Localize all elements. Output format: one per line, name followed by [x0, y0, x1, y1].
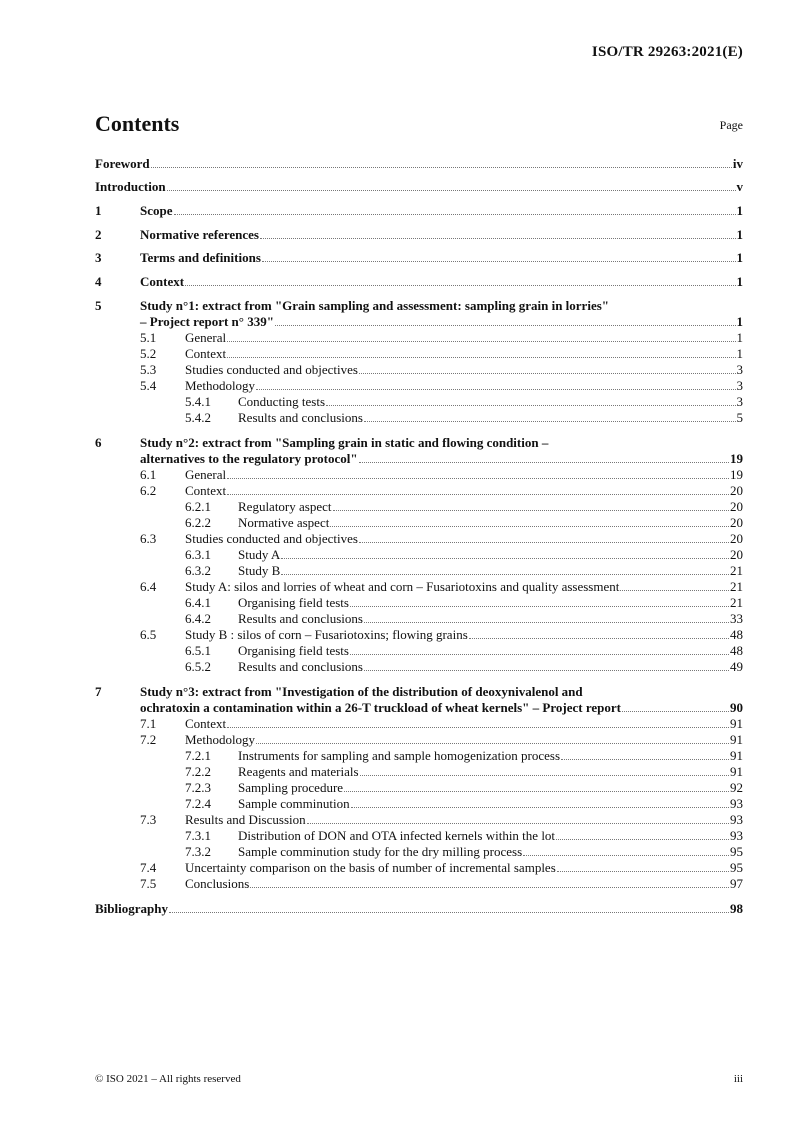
- toc-entry-title: Study A: silos and lorries of wheat and corn – Fusariotoxins and quality assessment: [185, 579, 620, 594]
- toc-entry[interactable]: [95, 627, 743, 643]
- toc-entry-page: 90: [730, 700, 743, 715]
- toc-entry-page: 95: [730, 860, 743, 875]
- toc-entry-page: 48: [730, 627, 743, 642]
- toc-entry-page: 93: [730, 812, 743, 827]
- toc-entry-page: 95: [730, 844, 743, 859]
- toc-entry-number: 7: [95, 684, 102, 699]
- dot-leader: [556, 839, 729, 840]
- dot-leader: [620, 590, 729, 591]
- toc-entry-number: 5.1: [140, 330, 157, 345]
- toc-entry-page: v: [736, 179, 743, 194]
- toc-entry-page: 19: [730, 451, 743, 466]
- toc-entry-number: 6.3: [140, 531, 157, 546]
- toc-entry-number: 7.2.2: [185, 764, 211, 779]
- toc-entry-title: Terms and definitions: [140, 250, 261, 265]
- dot-leader: [227, 357, 735, 358]
- footer-copyright: © ISO 2021 – All rights reserved: [95, 1073, 241, 1085]
- toc-entry-number: 2: [95, 227, 102, 242]
- toc-entry-title: Study A: [238, 547, 281, 562]
- toc-entry-page: 20: [730, 499, 743, 514]
- toc-entry-title: Methodology: [185, 378, 256, 393]
- dot-leader: [169, 912, 729, 913]
- toc-entry-title: Study n°3: extract from "Investigation of the distribution of deoxynivalenol and: [140, 684, 583, 699]
- dot-leader: [622, 711, 729, 712]
- toc-entry[interactable]: [95, 330, 743, 346]
- toc-entry-title: Study n°2: extract from "Sampling grain in static and flowing condition –: [140, 435, 549, 450]
- toc-entry-title: ochratoxin a contamination within a 26-T truckload of wheat kernels" – Project report: [140, 700, 621, 715]
- toc-entry-page: 91: [730, 716, 743, 731]
- dot-leader: [359, 462, 729, 463]
- toc-entry-title: Reagents and materials: [238, 764, 359, 779]
- toc-entry-title: Sampling procedure: [238, 780, 344, 795]
- toc-entry-title: Context: [185, 483, 227, 498]
- toc-entry[interactable]: [95, 844, 743, 860]
- dot-leader: [359, 373, 736, 374]
- toc-entry-page: 1: [736, 274, 743, 289]
- toc-entry-page: iv: [732, 156, 743, 171]
- toc-entry-number: 7.3: [140, 812, 157, 827]
- dot-leader: [227, 727, 729, 728]
- toc-entry-page: 20: [730, 547, 743, 562]
- toc-entry-number: 7.5: [140, 876, 157, 891]
- dot-leader: [227, 478, 729, 479]
- toc-entry-title: Results and conclusions: [238, 410, 363, 425]
- dot-leader: [227, 341, 735, 342]
- toc-entry-number: 6.2.2: [185, 515, 211, 530]
- toc-entry-page: 21: [730, 595, 743, 610]
- dot-leader: [326, 405, 735, 406]
- page-column-label: Page: [719, 118, 743, 132]
- toc-entry[interactable]: [95, 274, 743, 290]
- toc-entry[interactable]: [95, 515, 743, 531]
- toc-entry-title: Context: [140, 274, 185, 289]
- toc-entry-page: 97: [730, 876, 743, 891]
- toc-entry-number: 6.3.2: [185, 563, 211, 578]
- toc-entry[interactable]: [95, 179, 743, 195]
- document-id: ISO/TR 29263:2021(E): [591, 44, 743, 60]
- toc-entry[interactable]: [95, 563, 743, 579]
- toc-entry-number: 3: [95, 250, 102, 265]
- toc-entry[interactable]: [95, 812, 743, 828]
- toc-entry-page: 91: [730, 764, 743, 779]
- toc-entry-page: 98: [730, 901, 743, 916]
- toc-entry[interactable]: [95, 156, 743, 172]
- toc-entry-title: Normative references: [140, 227, 259, 242]
- toc-entry[interactable]: [95, 410, 743, 426]
- toc-entry-page: 21: [730, 563, 743, 578]
- toc-entry-page: 21: [730, 579, 743, 594]
- dot-leader: [333, 510, 730, 511]
- toc-entry-page: 33: [730, 611, 743, 626]
- toc-entry-number: 7.2.1: [185, 748, 211, 763]
- toc-entry[interactable]: [95, 531, 743, 547]
- dot-leader: [256, 389, 735, 390]
- toc-entry[interactable]: [95, 499, 743, 515]
- toc-entry[interactable]: [95, 876, 743, 892]
- toc-entry-page: 20: [730, 515, 743, 530]
- dot-leader: [275, 325, 736, 326]
- toc-entry-title: Studies conducted and objectives: [185, 531, 358, 546]
- toc-entry-number: 4: [95, 274, 102, 289]
- toc-entry-page: 92: [730, 780, 743, 795]
- toc-entry-number: 7.2: [140, 732, 157, 747]
- toc-entry-page: 1: [736, 227, 743, 242]
- toc-entry-page: 93: [730, 796, 743, 811]
- dot-leader: [151, 167, 732, 168]
- toc-entry-number: 5.2: [140, 346, 157, 361]
- dot-leader: [227, 494, 729, 495]
- toc-entry[interactable]: [95, 764, 743, 780]
- toc-entry-number: 6: [95, 435, 102, 450]
- dot-leader: [469, 638, 729, 639]
- dot-leader: [359, 542, 729, 543]
- toc-entry[interactable]: [95, 483, 743, 499]
- toc-entry-title: Instruments for sampling and sample homogenization process: [238, 748, 561, 763]
- toc-entry-number: 6.3.1: [185, 547, 211, 562]
- toc-entry[interactable]: [95, 203, 743, 219]
- toc-entry-number: 7.2.3: [185, 780, 211, 795]
- dot-leader: [260, 238, 736, 239]
- toc-entry[interactable]: [95, 435, 743, 451]
- toc-entry[interactable]: [95, 716, 743, 732]
- dot-leader: [561, 759, 729, 760]
- toc-entry[interactable]: [95, 780, 743, 796]
- toc-entry-title: Results and conclusions: [238, 659, 363, 674]
- toc-entry-title: Organising field tests: [238, 595, 349, 610]
- toc-entry-title: Sample comminution: [238, 796, 350, 811]
- toc-entry-title: Uncertainty comparison on the basis of number of incremental samples: [185, 860, 556, 875]
- toc-entry[interactable]: [95, 579, 743, 595]
- toc-entry-title: Methodology: [185, 732, 256, 747]
- toc-entry[interactable]: [95, 643, 743, 659]
- toc-entry[interactable]: [95, 684, 743, 700]
- toc-entry-page: 3: [736, 362, 743, 377]
- toc-entry-number: 6.5.2: [185, 659, 211, 674]
- toc-entry-number: 1: [95, 203, 102, 218]
- toc-entry-title: Context: [185, 346, 227, 361]
- dot-leader: [364, 670, 729, 671]
- dot-leader: [174, 214, 736, 215]
- toc-entry[interactable]: [95, 595, 743, 611]
- toc-entry-number: 5.4.1: [185, 394, 211, 409]
- toc-entry-number: 5.4: [140, 378, 157, 393]
- toc-entry[interactable]: [95, 227, 743, 243]
- toc-entry-page: 19: [730, 467, 743, 482]
- toc-entry-page: 5: [736, 410, 743, 425]
- dot-leader: [167, 190, 736, 191]
- toc-entry[interactable]: [95, 451, 743, 467]
- toc-entry[interactable]: [95, 901, 743, 917]
- dot-leader: [364, 622, 729, 623]
- dot-leader: [350, 654, 729, 655]
- toc-entry-title: Normative aspect: [238, 515, 330, 530]
- toc-entry-title: Results and conclusions: [238, 611, 363, 626]
- toc-entry-title: General: [185, 467, 227, 482]
- toc-entry-number: 6.1: [140, 467, 157, 482]
- toc-entry-page: 20: [730, 483, 743, 498]
- toc-entry[interactable]: [95, 700, 743, 716]
- toc-entry[interactable]: [95, 467, 743, 483]
- footer-page-number: iii: [733, 1073, 743, 1085]
- toc-entry-page: 48: [730, 643, 743, 658]
- dot-leader: [185, 285, 735, 286]
- toc-entry[interactable]: [95, 828, 743, 844]
- toc-entry[interactable]: [95, 659, 743, 675]
- toc-entry-page: 49: [730, 659, 743, 674]
- toc-entry-title: – Project report n° 339": [140, 314, 274, 329]
- dot-leader: [281, 574, 729, 575]
- dot-leader: [557, 871, 729, 872]
- dot-leader: [262, 261, 736, 262]
- toc-entry-number: 5.3: [140, 362, 157, 377]
- toc-entry-title: General: [185, 330, 227, 345]
- toc-entry[interactable]: [95, 346, 743, 362]
- dot-leader: [360, 775, 729, 776]
- toc-entry-page: 1: [736, 330, 743, 345]
- toc-entry-number: 6.5: [140, 627, 157, 642]
- toc-entry-title: Studies conducted and objectives: [185, 362, 358, 377]
- page-title: Contents: [95, 111, 180, 136]
- toc-entry-page: 91: [730, 748, 743, 763]
- toc-entry-number: 7.4: [140, 860, 157, 875]
- toc-entry-page: 1: [736, 250, 743, 265]
- toc-entry-title: Study n°1: extract from "Grain sampling and assessment: sampling grain in lorries": [140, 298, 609, 313]
- toc-entry-title: Conducting tests: [238, 394, 326, 409]
- dot-leader: [307, 823, 729, 824]
- toc-entry[interactable]: [95, 547, 743, 563]
- toc-entry-number: 7.1: [140, 716, 157, 731]
- toc-entry[interactable]: [95, 298, 743, 314]
- toc-entry-number: 7.2.4: [185, 796, 211, 811]
- toc-entry-number: 6.4: [140, 579, 157, 594]
- toc-entry-number: 5: [95, 298, 102, 313]
- toc-entry-title: Results and Discussion: [185, 812, 306, 827]
- toc-entry-title: Distribution of DON and OTA infected kernels within the lot: [238, 828, 556, 843]
- toc-entry-page: 3: [736, 394, 743, 409]
- toc-entry-title: Foreword: [95, 156, 150, 171]
- toc-entry-page: 1: [736, 346, 743, 361]
- toc-entry-number: 5.4.2: [185, 410, 211, 425]
- toc-entry-page: 20: [730, 531, 743, 546]
- toc-entry-title: Context: [185, 716, 227, 731]
- toc-entry[interactable]: [95, 748, 743, 764]
- toc-entry-title: Sample comminution study for the dry milling process: [238, 844, 523, 859]
- toc-entry-page: 91: [730, 732, 743, 747]
- toc-entry-page: 93: [730, 828, 743, 843]
- toc-entry[interactable]: [95, 362, 743, 378]
- toc-entry-page: 3: [736, 378, 743, 393]
- toc-entry-title: Scope: [140, 203, 173, 218]
- toc-entry[interactable]: [95, 314, 743, 330]
- toc-entry-page: 1: [736, 314, 743, 329]
- toc-entry-title: Regulatory aspect: [238, 499, 332, 514]
- toc-entry-title: alternatives to the regulatory protocol": [140, 451, 358, 466]
- toc-entry[interactable]: [95, 394, 743, 410]
- toc-entry[interactable]: [95, 378, 743, 394]
- toc-entry[interactable]: [95, 250, 743, 266]
- toc-entry-page: 1: [736, 203, 743, 218]
- toc-entry[interactable]: [95, 611, 743, 627]
- dot-leader: [364, 421, 736, 422]
- dot-leader: [330, 526, 729, 527]
- toc-entry-number: 6.2.1: [185, 499, 211, 514]
- dot-leader: [256, 743, 729, 744]
- toc-entry-number: 6.2: [140, 483, 157, 498]
- toc-entry-title: Introduction: [95, 179, 166, 194]
- dot-leader: [281, 558, 729, 559]
- toc-entry[interactable]: [95, 860, 743, 876]
- toc-entry-title: Study B: [238, 563, 281, 578]
- dot-leader: [350, 606, 729, 607]
- toc-entry-number: 7.3.2: [185, 844, 211, 859]
- toc-entry-title: Bibliography: [95, 901, 168, 916]
- toc-entry-number: 6.5.1: [185, 643, 211, 658]
- toc-entry-title: Organising field tests: [238, 643, 349, 658]
- dot-leader: [351, 807, 729, 808]
- toc-entry-number: 6.4.1: [185, 595, 211, 610]
- toc-entry-title: Study B : silos of corn – Fusariotoxins; flowing grains: [185, 627, 468, 642]
- toc-entry[interactable]: [95, 732, 743, 748]
- toc-entry-number: 7.3.1: [185, 828, 211, 843]
- toc-entry[interactable]: [95, 796, 743, 812]
- dot-leader: [250, 887, 729, 888]
- dot-leader: [523, 855, 729, 856]
- toc-entry-number: 6.4.2: [185, 611, 211, 626]
- toc-entry-title: Conclusions: [185, 876, 250, 891]
- dot-leader: [344, 791, 729, 792]
